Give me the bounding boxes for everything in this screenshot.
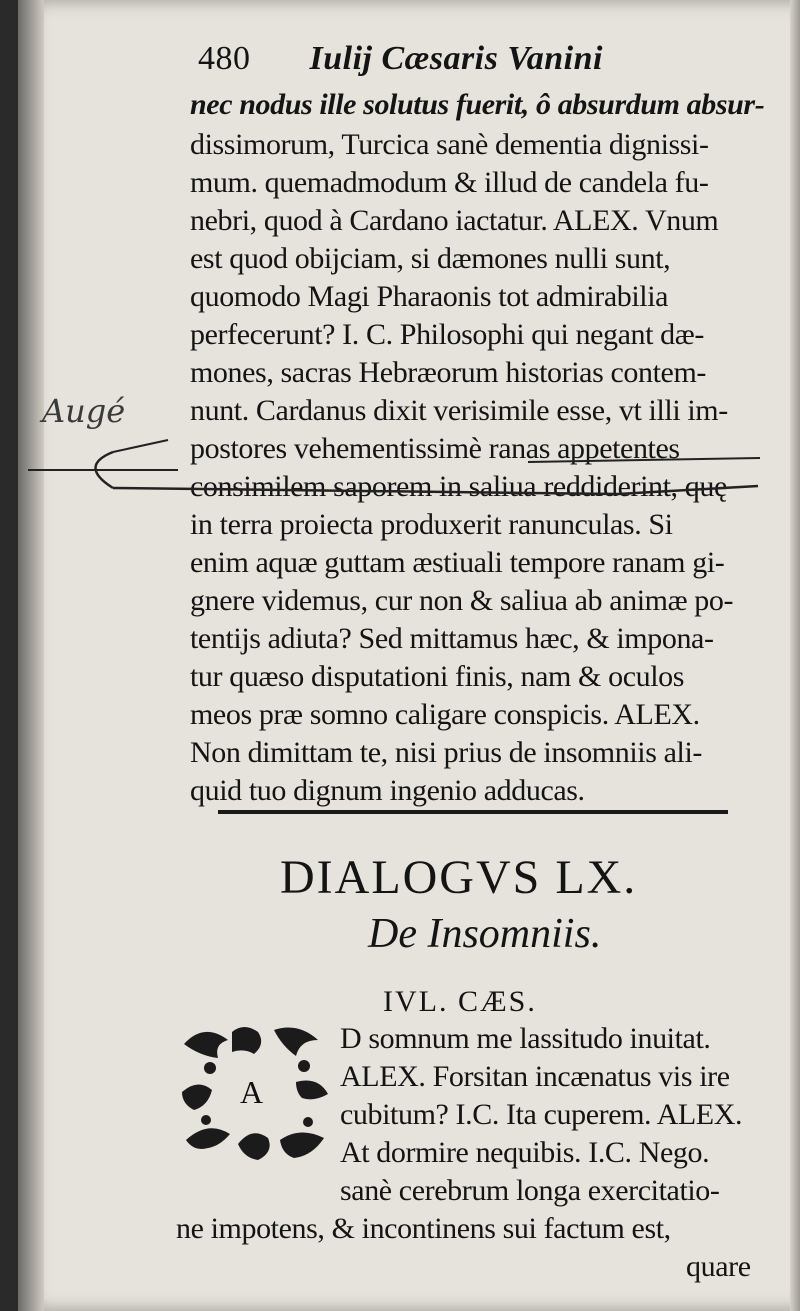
body-line: dissimorum, Turcica sanè dementia dignissi- bbox=[190, 128, 709, 161]
body-line: in terra proiecta produxerit ranunculas. Si bbox=[190, 508, 673, 541]
dialogue-line: cubitum? I.C. Ita cuperem. ALEX. bbox=[340, 1098, 743, 1131]
dialogue-line: ne impotens, & incontinens sui factum est, bbox=[176, 1212, 671, 1245]
book-page bbox=[18, 0, 800, 1311]
body-line: postores vehementissimè ranas appetentes bbox=[190, 432, 680, 465]
dialogue-line: sanè cerebrum longa exercitatio- bbox=[340, 1174, 720, 1207]
body-line: perfecerunt? I. C. Philosophi qui negant dæ- bbox=[190, 318, 704, 351]
body-line: quid tuo dignum ingenio adducas. bbox=[190, 774, 585, 807]
dialogue-line: D somnum me lassitudo inuitat. bbox=[340, 1022, 711, 1055]
body-line: meos præ somno caligare conspicis. ALEX. bbox=[190, 698, 700, 731]
body-line: Non dimittam te, nisi prius de insomniis ali- bbox=[190, 736, 702, 769]
page-number: 480 bbox=[198, 40, 251, 77]
dialogue-line: ALEX. Forsitan incænatus vis ire bbox=[340, 1060, 730, 1093]
speaker-label: IVL. CÆS. bbox=[383, 985, 537, 1018]
body-line: tentijs adiuta? Sed mittamus hæc, & imponа- bbox=[190, 622, 714, 655]
handwritten-margin-note: Augé bbox=[42, 392, 126, 430]
body-line: est quod obijciam, si dæmones nulli sunt, bbox=[190, 242, 671, 275]
body-line: mum. quemadmodum & illud de candela fu- bbox=[190, 166, 709, 199]
ornamental-initial bbox=[176, 1022, 336, 1170]
body-line: nebri, quod à Cardano iactatur. ALEX. Vnum bbox=[190, 204, 719, 237]
body-line: tur quæso disputationi finis, nam & oculos bbox=[190, 660, 685, 693]
body-line: enim aquæ guttam æstiuali tempore ranam gi- bbox=[190, 546, 725, 579]
body-line: nunt. Cardanus dixit verisimile esse, vt illi im- bbox=[190, 394, 728, 427]
initial-letter: A bbox=[240, 1074, 264, 1110]
body-line: quomodo Magi Pharaonis tot admirabilia bbox=[190, 280, 669, 313]
dialogue-subtitle: De Insomniis. bbox=[368, 911, 602, 957]
running-title: Iulij Cæsaris Vanini bbox=[309, 40, 603, 77]
section-divider bbox=[218, 810, 728, 814]
dialogue-title: DIALOGVS LX. bbox=[280, 851, 638, 904]
body-line: mones, sacras Hebræorum historias contem- bbox=[190, 356, 706, 389]
dialogue-line: At dormire nequibis. I.C. Nego. bbox=[340, 1136, 710, 1169]
body-line: nec nodus ille solutus fuerit, ô absurdum absur- bbox=[190, 88, 765, 121]
body-line: gnere videmus, cur non & saliua ab animæ po- bbox=[190, 584, 734, 617]
body-line: consimilem saporem in saliua reddiderint, quę bbox=[190, 470, 727, 503]
catchword: quare bbox=[686, 1250, 751, 1283]
